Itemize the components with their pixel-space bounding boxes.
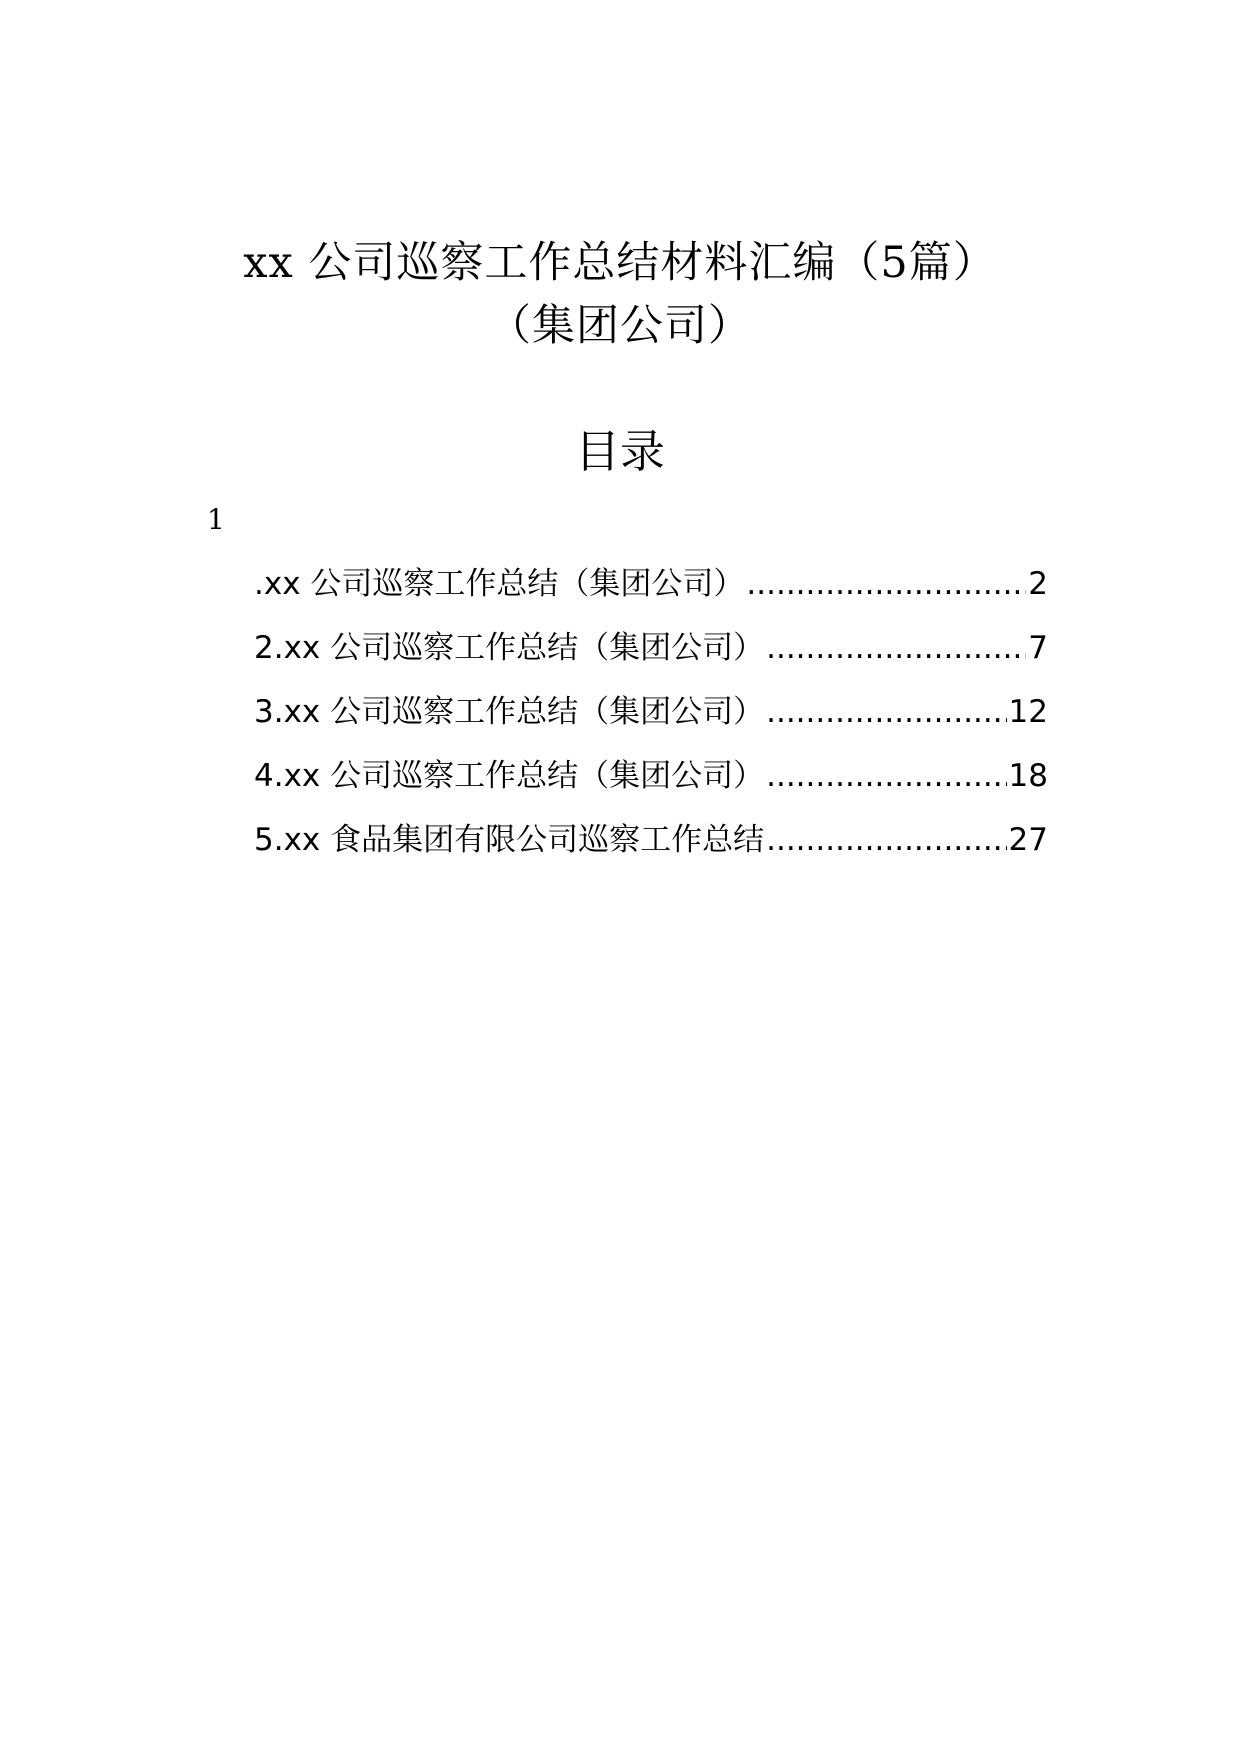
toc-dot-leader — [746, 560, 1026, 608]
title-count: 5 — [880, 238, 909, 288]
toc-entry-page: 27 — [1008, 822, 1048, 858]
toc-dot-leader — [766, 624, 1026, 672]
toc-entry-title: 4.xx 公司巡察工作总结（集团公司） — [254, 758, 765, 794]
toc-entry-3[interactable] — [254, 688, 1048, 752]
toc-dot-leader — [766, 688, 1006, 736]
toc-entry-5[interactable] — [254, 816, 1048, 880]
toc-dot-leader — [766, 816, 1006, 864]
toc-entry-page: 18 — [1008, 758, 1048, 794]
stray-number: 1 — [207, 503, 225, 536]
title-suffix: 篇） — [908, 238, 997, 288]
document-title-line-1 — [0, 233, 1240, 293]
toc-list — [254, 560, 1048, 880]
toc-dot-leader — [766, 752, 1006, 800]
toc-entry-2[interactable] — [254, 624, 1048, 688]
toc-entry-title: 5.xx 食品集团有限公司巡察工作总结 — [254, 822, 765, 858]
toc-entry-4[interactable] — [254, 752, 1048, 816]
toc-entry-1[interactable] — [254, 560, 1048, 624]
toc-heading: 目录 — [574, 425, 665, 478]
toc-entry-page: 12 — [1008, 694, 1048, 730]
title-main: 公司巡察工作总结材料汇编（ — [308, 238, 881, 288]
toc-entry-page: 2 — [1028, 566, 1048, 602]
document-title-line-2: （集团公司） — [488, 301, 752, 351]
toc-entry-title: 3.xx 公司巡察工作总结（集团公司） — [254, 694, 765, 730]
toc-entry-page: 7 — [1028, 630, 1048, 666]
toc-entry-title: .xx 公司巡察工作总结（集团公司） — [254, 566, 745, 602]
title-prefix: xx — [243, 238, 294, 288]
toc-entry-title: 2.xx 公司巡察工作总结（集团公司） — [254, 630, 765, 666]
